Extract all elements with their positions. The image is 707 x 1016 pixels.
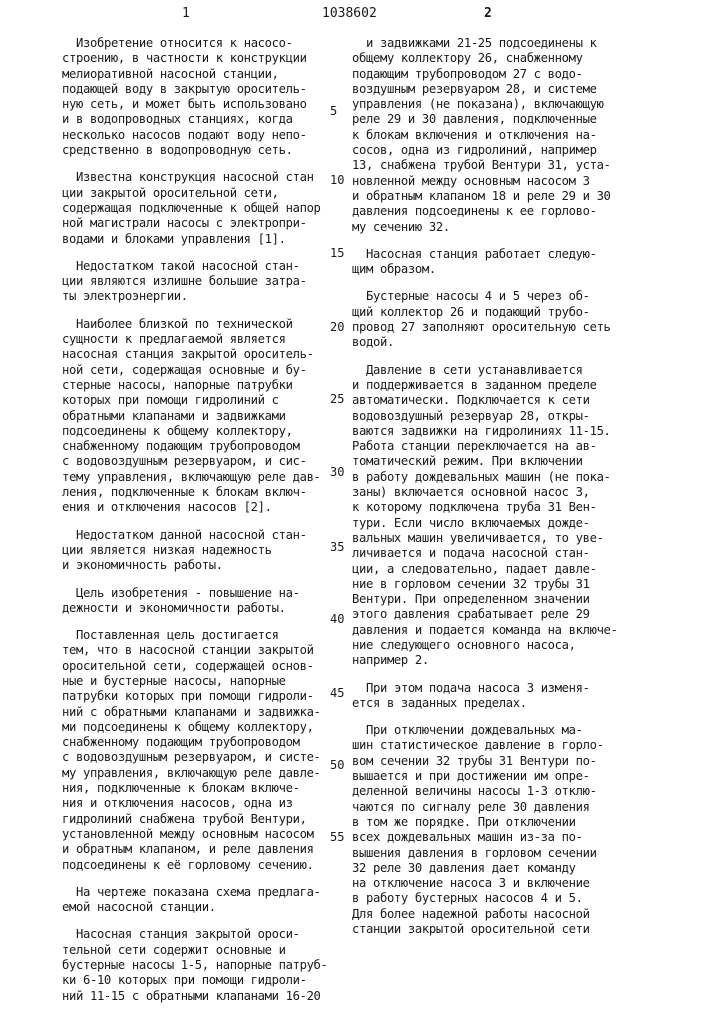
- line-number: 40: [330, 612, 344, 626]
- patent-page: [0, 0, 707, 1000]
- paragraph: [62, 628, 332, 873]
- text-line: емой насосной станции.: [62, 900, 332, 915]
- patent-number: 1038602: [322, 6, 377, 21]
- text-line: Вентури. При определенном значении: [352, 592, 652, 607]
- paragraph: [62, 586, 332, 617]
- text-line: подсоединены к общему коллектору,: [62, 424, 332, 439]
- text-line: обратными клапанами и задвижками: [62, 409, 332, 424]
- paragraph: [352, 363, 652, 669]
- text-line: ции является низкая надежность: [62, 543, 332, 558]
- paragraph: [352, 289, 652, 350]
- text-line: общему коллектору 26, снабженному: [352, 51, 652, 66]
- text-line: и обратным клапаном 18 и реле 29 и 30: [352, 189, 652, 204]
- text-line: в том же порядке. При отключении: [352, 815, 652, 830]
- text-line: му управления, включающую реле давле-: [62, 766, 332, 781]
- text-line: ния и отключения насосов, одна из: [62, 796, 332, 811]
- text-line: ные и бустерные насосы, напорные: [62, 674, 332, 689]
- text-line: ние следующего основного насоса,: [352, 638, 652, 653]
- text-line: ваются задвижки на гидролиниях 11-15.: [352, 424, 652, 439]
- text-line: управления (не показана), включающую: [352, 97, 652, 112]
- right-page-number: 2: [484, 6, 492, 21]
- text-line: с водовоздушным резервуаром, и сис-: [62, 454, 332, 469]
- line-number: 45: [330, 686, 344, 700]
- line-number: 55: [330, 830, 344, 844]
- line-number: 50: [330, 758, 344, 772]
- text-line: ки 6-10 которых при помощи гидроли-: [62, 973, 332, 988]
- paragraph: [62, 528, 332, 574]
- text-line: вом сечении 32 трубы 31 Вентури по-: [352, 754, 652, 769]
- text-line: всех дождевальных машин из-за по-: [352, 830, 652, 845]
- text-line: которых при помощи гидролиний с: [62, 393, 332, 408]
- text-line: оросительной сети, содержащей основ-: [62, 659, 332, 674]
- text-line: Известна конструкция насосной стан: [62, 170, 332, 185]
- text-line: тем, что в насосной станции закрытой: [62, 643, 332, 658]
- text-line: 13, снабжена трубой Вентури 31, уста-: [352, 158, 652, 173]
- text-line: в работу дождевальных машин (не пока-: [352, 470, 652, 485]
- text-line: установленной между основным насосом: [62, 827, 332, 842]
- text-line: к блокам включения и отключения на-: [352, 128, 652, 143]
- line-number: 30: [330, 465, 344, 479]
- text-line: Бустерные насосы 4 и 5 через об-: [352, 289, 652, 304]
- text-line: патрубки которых при помощи гидроли-: [62, 689, 332, 704]
- text-line: в работу бустерных насосов 4 и 5.: [352, 891, 652, 906]
- text-line: строению, в частности к конструкции: [62, 51, 332, 66]
- text-line: ения и отключения насосов [2].: [62, 500, 332, 515]
- text-line: ния, подключенные к блокам включе-: [62, 781, 332, 796]
- text-line: Недостатком такой насосной стан-: [62, 259, 332, 274]
- line-number: 15: [330, 246, 344, 260]
- paragraph: [352, 247, 652, 278]
- text-line: вышения давления в горловом сечении: [352, 846, 652, 861]
- text-line: ний с обратными клапанами и задвижка-: [62, 705, 332, 720]
- text-line: тельной сети содержит основные и: [62, 943, 332, 958]
- text-line: деленной величины насосы 1-3 отклю-: [352, 784, 652, 799]
- text-line: на отключение насоса 3 и включение: [352, 876, 652, 891]
- line-number: 35: [330, 540, 344, 554]
- text-line: сосов, одна из гидролиний, например: [352, 143, 652, 158]
- text-line: этого давления срабатывает реле 29: [352, 607, 652, 622]
- text-line: и экономичность работы.: [62, 558, 332, 573]
- left-text-column: [62, 36, 332, 1016]
- line-number: 25: [330, 392, 344, 406]
- text-line: ние в горловом сечении 32 трубы 31: [352, 577, 652, 592]
- text-line: воздушным резервуаром 28, и системе: [352, 82, 652, 97]
- text-line: провод 27 заполняют оросительную сеть: [352, 320, 652, 335]
- text-line: На чертеже показана схема предлага-: [62, 885, 332, 900]
- text-line: снабженному подающим трубопроводом: [62, 439, 332, 454]
- text-line: При этом подача насоса 3 изменя-: [352, 681, 652, 696]
- paragraph: [352, 36, 652, 235]
- text-line: автоматически. Подключается к сети: [352, 393, 652, 408]
- text-line: содержащая подключенные к общей напор: [62, 201, 332, 216]
- text-line: водой.: [352, 335, 652, 350]
- text-line: шин статистическое давление в горло-: [352, 738, 652, 753]
- text-line: Наиболее близкой по технической: [62, 317, 332, 332]
- text-line: ции закрытой оросительной сети,: [62, 186, 332, 201]
- text-line: водовоздушный резервуар 28, откры-: [352, 409, 652, 424]
- paragraph: [62, 170, 332, 246]
- paragraph: [62, 885, 332, 916]
- text-line: ми подсоединены к общему коллектору,: [62, 720, 332, 735]
- text-line: ции, а следовательно, падает давле-: [352, 562, 652, 577]
- text-line: ную сеть, и может быть использовано: [62, 97, 332, 112]
- text-line: Изобретение относится к насосо-: [62, 36, 332, 51]
- text-line: Поставленная цель достигается: [62, 628, 332, 643]
- text-line: При отключении дождевальных ма-: [352, 723, 652, 738]
- text-line: личивается и подача насосной стан-: [352, 546, 652, 561]
- text-line: и поддерживается в заданном пределе: [352, 378, 652, 393]
- text-line: Для более надежной работы насосной: [352, 907, 652, 922]
- text-line: вальных машин увеличивается, то уве-: [352, 531, 652, 546]
- paragraph: [62, 927, 332, 1003]
- text-line: томатический режим. При включении: [352, 454, 652, 469]
- text-line: к которому подключена труба 31 Вен-: [352, 500, 652, 515]
- text-line: давления и подается команда на включе-: [352, 623, 652, 638]
- text-line: ний 11-15 с обратными клапанами 16-20: [62, 989, 332, 1004]
- text-line: и обратным клапаном, и реле давления: [62, 842, 332, 857]
- text-line: щим образом.: [352, 262, 652, 277]
- text-line: му сечению 32.: [352, 220, 652, 235]
- text-line: с водовоздушным резервуаром, и систе-: [62, 750, 332, 765]
- text-line: давления подсоединены к ее горлово-: [352, 204, 652, 219]
- text-line: и в водопроводных станциях, когда: [62, 112, 332, 127]
- paragraph: [62, 259, 332, 305]
- text-line: Цель изобретения - повышение на-: [62, 586, 332, 601]
- text-line: тему управления, включающую реле дав-: [62, 470, 332, 485]
- text-line: ной магистрали насосы с электропри-: [62, 216, 332, 231]
- text-line: например 2.: [352, 653, 652, 668]
- text-line: мелиоративной насосной станции,: [62, 67, 332, 82]
- text-line: сущности к предлагаемой является: [62, 332, 332, 347]
- text-line: чаются по сигналу реле 30 давления: [352, 800, 652, 815]
- left-page-number: 1: [182, 6, 190, 21]
- paragraph: [62, 317, 332, 516]
- text-line: Насосная станция работает следую-: [352, 247, 652, 262]
- text-line: стерные насосы, напорные патрубки: [62, 378, 332, 393]
- line-number: 5: [330, 104, 337, 118]
- text-line: подающей воду в закрытую ороситель-: [62, 82, 332, 97]
- paragraph: [352, 723, 652, 937]
- text-line: Насосная станция закрытой ороси-: [62, 927, 332, 942]
- text-line: ется в заданных пределах.: [352, 696, 652, 711]
- paragraph: [352, 681, 652, 712]
- text-line: станции закрытой оросительной сети: [352, 922, 652, 937]
- paragraph: [62, 36, 332, 158]
- text-line: снабженному подающим трубопроводом: [62, 735, 332, 750]
- text-line: реле 29 и 30 давления, подключенные: [352, 112, 652, 127]
- text-line: водами и блоками управления [1].: [62, 232, 332, 247]
- text-line: несколько насосов подают воду непо-: [62, 128, 332, 143]
- text-line: подсоединены к её горловому сечению.: [62, 858, 332, 873]
- text-line: насосная станция закрытой ороситель-: [62, 347, 332, 362]
- text-line: бустерные насосы 1-5, напорные патруб-: [62, 958, 332, 973]
- text-line: ной сети, содержащая основные и бу-: [62, 363, 332, 378]
- text-line: щий коллектор 26 и подающий трубо-: [352, 305, 652, 320]
- text-line: Недостатком данной насосной стан-: [62, 528, 332, 543]
- text-line: Давление в сети устанавливается: [352, 363, 652, 378]
- text-line: новленной между основным насосом 3: [352, 174, 652, 189]
- text-line: подающим трубопроводом 27 с водо-: [352, 67, 652, 82]
- right-text-column: [352, 36, 652, 949]
- text-line: дежности и экономичности работы.: [62, 601, 332, 616]
- text-line: ления, подключенные к блокам включ-: [62, 485, 332, 500]
- text-line: 32 реле 30 давления дает команду: [352, 861, 652, 876]
- text-line: гидролиний снабжена трубой Вентури,: [62, 812, 332, 827]
- text-line: средственно в водопроводную сеть.: [62, 143, 332, 158]
- text-line: ты электроэнергии.: [62, 289, 332, 304]
- line-number: 10: [330, 173, 344, 187]
- text-line: заны) включается основной насос 3,: [352, 485, 652, 500]
- text-line: Работа станции переключается на ав-: [352, 439, 652, 454]
- text-line: и задвижками 21-25 подсоединены к: [352, 36, 652, 51]
- line-number: 20: [330, 320, 344, 334]
- text-line: вышается и при достижении им опре-: [352, 769, 652, 784]
- text-line: тури. Если число включаемых дожде-: [352, 516, 652, 531]
- text-line: ции являются излишне большие затра-: [62, 274, 332, 289]
